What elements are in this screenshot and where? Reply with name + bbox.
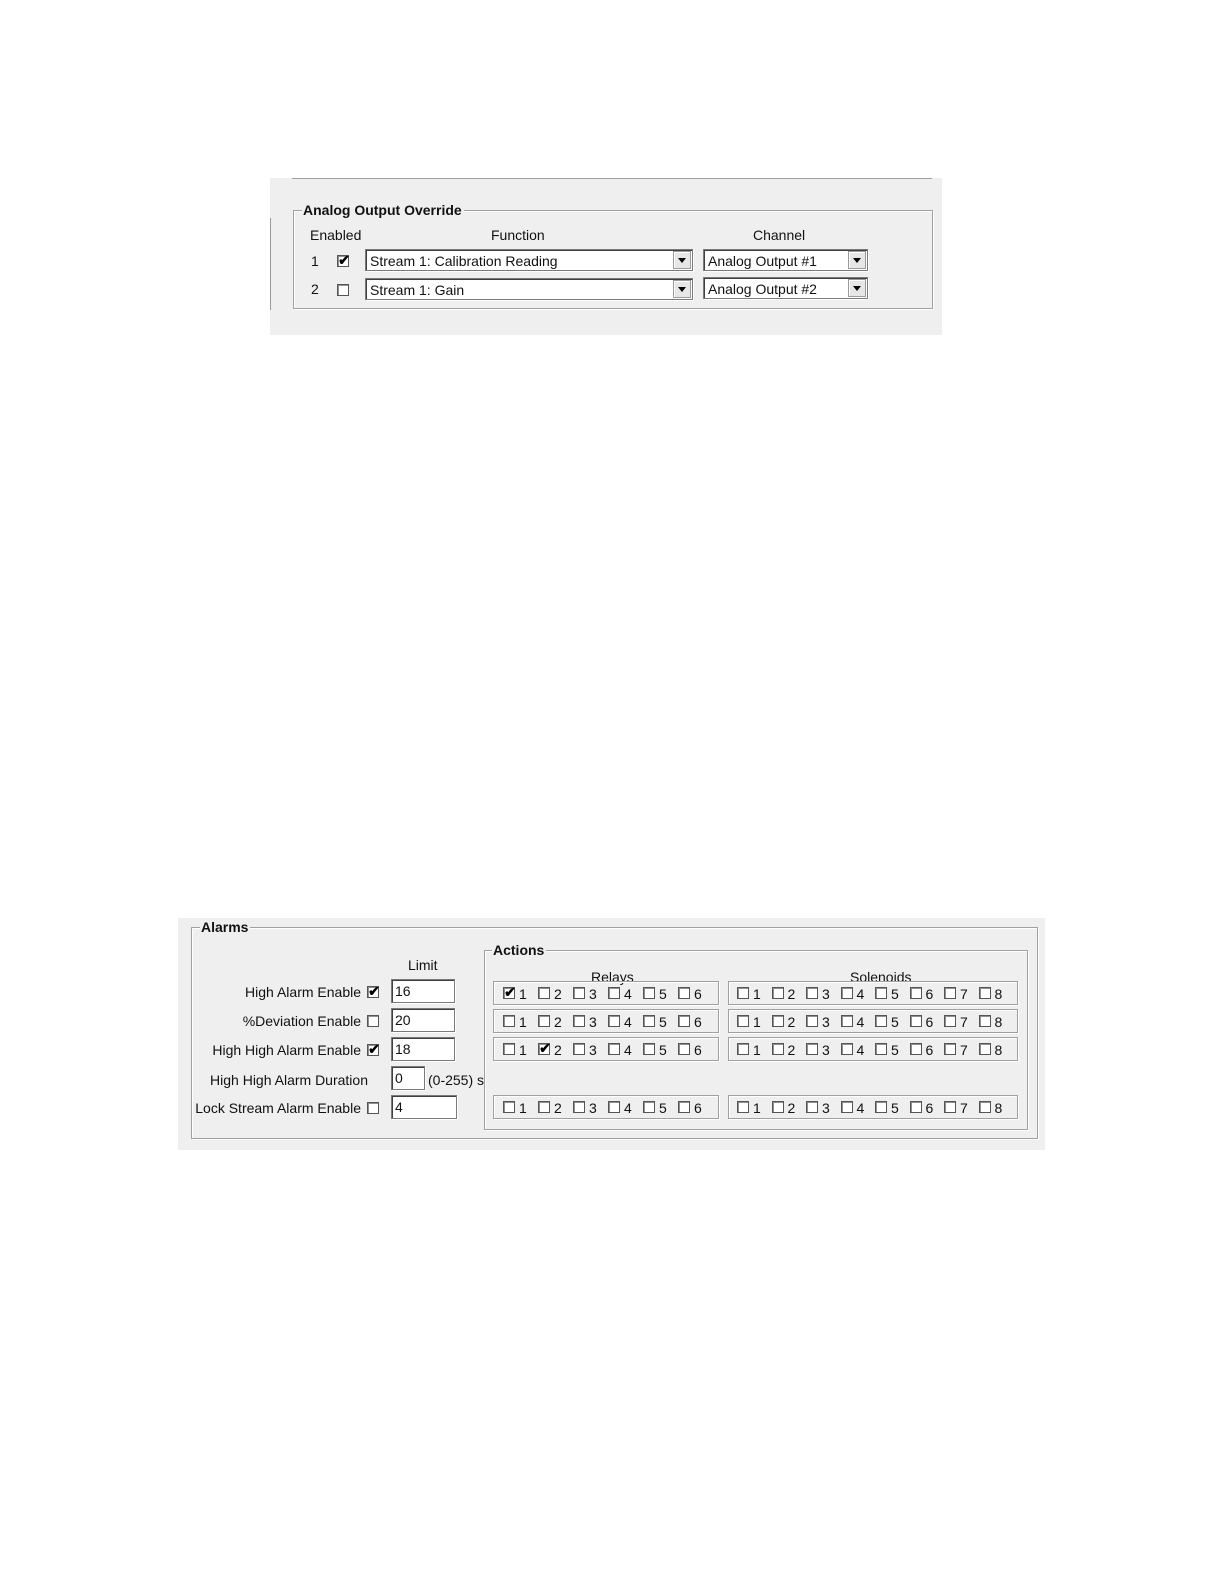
function-select-value: Stream 1: Gain: [370, 282, 465, 298]
relay-checkbox-6[interactable]: [678, 1015, 690, 1027]
limit-value: 4: [395, 1099, 403, 1115]
solenoid-group-row-2: [728, 1009, 1018, 1033]
solenoid-checkbox-5[interactable]: [875, 987, 887, 999]
chevron-down-icon: [678, 287, 686, 292]
alarm-label-deviation: %Deviation Enable: [242, 1013, 361, 1029]
analog-output-override-title: Analog Output Override: [303, 202, 462, 218]
relay-group-row-4: [493, 1095, 719, 1119]
solenoid-number-label: 6: [925, 1014, 934, 1030]
panel-top-divider: [292, 178, 932, 179]
function-select-2[interactable]: [365, 278, 693, 300]
solenoid-checkbox-8[interactable]: [979, 1015, 991, 1027]
solenoid-checkbox-6[interactable]: [910, 1101, 922, 1113]
deviation-limit-input[interactable]: [391, 1008, 455, 1032]
channel-select-2[interactable]: [703, 277, 868, 299]
solenoid-group-row-3: [728, 1037, 1018, 1061]
high-high-duration-input[interactable]: [391, 1066, 425, 1090]
high-alarm-limit-input[interactable]: [391, 979, 455, 1003]
solenoid-number-label: 8: [994, 1100, 1003, 1116]
analog-output-override-panel: [270, 178, 942, 335]
solenoid-number-label: 2: [787, 1014, 796, 1030]
relay-number-label: 5: [659, 986, 667, 1002]
limit-header: Limit: [408, 957, 438, 973]
solenoid-checkbox-7[interactable]: [944, 987, 956, 999]
actions-title: Actions: [493, 942, 545, 958]
solenoid-checkbox-2[interactable]: [772, 1043, 784, 1055]
solenoid-number-label: 1: [753, 1100, 761, 1116]
solenoid-number-label: 5: [891, 1014, 899, 1030]
alarm-label-high: High Alarm Enable: [245, 984, 361, 1000]
relay-checkbox-3[interactable]: [573, 1101, 585, 1113]
analog-output-override-group: [293, 202, 933, 309]
relay-number-label: 6: [694, 1042, 702, 1058]
actions-group: [484, 942, 1028, 1130]
relay-group-row-1: [493, 981, 719, 1005]
solenoid-checkbox-5[interactable]: [875, 1101, 887, 1113]
relay-number-label: 2: [554, 986, 562, 1002]
relay-number-label: 4: [624, 1042, 632, 1058]
solenoid-number-label: 5: [891, 1042, 899, 1058]
alarms-group: [191, 919, 1038, 1139]
solenoid-number-label: 3: [822, 1100, 830, 1116]
relay-number-label: 5: [659, 1100, 667, 1116]
deviation-enable-checkbox[interactable]: [367, 1015, 379, 1027]
solenoid-number-label: 2: [787, 1100, 796, 1116]
high-alarm-enable-checkbox[interactable]: [367, 983, 380, 999]
solenoid-checkbox-2[interactable]: [772, 987, 784, 999]
relay-number-label: 1: [519, 1100, 527, 1116]
solenoid-checkbox-6[interactable]: [910, 987, 922, 999]
solenoid-group-row-4: [728, 1095, 1018, 1119]
solenoid-checkbox-3[interactable]: [806, 1101, 818, 1113]
solenoid-number-label: 3: [822, 1014, 830, 1030]
solenoid-checkbox-1[interactable]: [737, 1101, 749, 1113]
relay-checkbox-6[interactable]: [678, 1043, 690, 1055]
solenoid-checkbox-4[interactable]: [841, 1043, 853, 1055]
relay-number-label: 2: [554, 1042, 562, 1058]
relay-number-label: 1: [519, 1042, 527, 1058]
solenoid-checkbox-6[interactable]: [910, 1043, 922, 1055]
solenoid-checkbox-8[interactable]: [979, 1101, 991, 1113]
relay-number-label: 3: [589, 1014, 597, 1030]
relay-checkbox-5[interactable]: [643, 987, 655, 999]
solenoids-header: Solenoids: [850, 969, 912, 985]
relay-checkbox-2[interactable]: [538, 1040, 551, 1056]
solenoid-checkbox-5[interactable]: [875, 1043, 887, 1055]
relay-number-label: 1: [519, 986, 527, 1002]
solenoid-number-label: 2: [787, 986, 796, 1002]
solenoid-checkbox-2[interactable]: [772, 1015, 784, 1027]
checkmark-icon: ✔: [368, 983, 380, 999]
solenoid-number-label: 4: [856, 1100, 865, 1116]
relay-checkbox-2[interactable]: [538, 1101, 550, 1113]
relay-number-label: 5: [659, 1042, 667, 1058]
high-high-alarm-limit-input[interactable]: [391, 1037, 455, 1061]
channel-select-value: Analog Output #2: [708, 281, 817, 297]
solenoid-checkbox-4[interactable]: [841, 1101, 853, 1113]
duration-range-hint: (0-255) s: [428, 1072, 485, 1088]
relay-number-label: 2: [554, 1100, 562, 1116]
solenoid-number-label: 5: [891, 1100, 899, 1116]
relay-checkbox-2[interactable]: [538, 1015, 550, 1027]
override-enabled-checkbox-2[interactable]: [337, 284, 349, 296]
relay-number-label: 3: [589, 1042, 597, 1058]
solenoid-checkbox-7[interactable]: [944, 1101, 956, 1113]
solenoid-number-label: 4: [856, 1042, 865, 1058]
relay-checkbox-4[interactable]: [608, 1015, 620, 1027]
relay-checkbox-5[interactable]: [643, 1101, 655, 1113]
solenoid-number-label: 6: [925, 1100, 934, 1116]
solenoid-number-label: 6: [925, 986, 934, 1002]
solenoid-checkbox-3[interactable]: [806, 987, 818, 999]
solenoid-number-label: 1: [753, 1042, 761, 1058]
chevron-down-icon: [678, 258, 686, 263]
solenoid-checkbox-8[interactable]: [979, 987, 991, 999]
relay-checkbox-1[interactable]: [503, 984, 516, 1000]
solenoid-checkbox-7[interactable]: [944, 1043, 956, 1055]
relay-checkbox-3[interactable]: [573, 1043, 585, 1055]
relay-checkbox-6[interactable]: [678, 1101, 690, 1113]
solenoid-number-label: 3: [822, 1042, 830, 1058]
solenoid-group-row-1: [728, 981, 1018, 1005]
solenoid-number-label: 1: [753, 986, 761, 1002]
solenoid-checkbox-4[interactable]: [841, 987, 853, 999]
solenoid-number-label: 7: [960, 1042, 968, 1058]
override-enabled-checkbox-1[interactable]: [337, 252, 350, 268]
solenoid-checkbox-4[interactable]: [841, 1015, 853, 1027]
limit-value: 20: [395, 1012, 411, 1028]
alarm-label-high-high-duration: High High Alarm Duration: [210, 1072, 368, 1088]
solenoid-number-label: 6: [925, 1042, 934, 1058]
solenoid-checkbox-7[interactable]: [944, 1015, 956, 1027]
solenoid-number-label: 2: [787, 1042, 796, 1058]
limit-value: 16: [395, 983, 411, 999]
override-row-index: 1: [311, 253, 319, 269]
relay-number-label: 4: [624, 986, 632, 1002]
solenoid-checkbox-5[interactable]: [875, 1015, 887, 1027]
solenoid-checkbox-6[interactable]: [910, 1015, 922, 1027]
relay-number-label: 6: [694, 1100, 702, 1116]
solenoid-number-label: 7: [960, 1014, 968, 1030]
solenoid-checkbox-8[interactable]: [979, 1043, 991, 1055]
limit-value: 18: [395, 1041, 411, 1057]
relay-checkbox-4[interactable]: [608, 987, 620, 999]
solenoid-number-label: 8: [994, 986, 1003, 1002]
channel-header: Channel: [753, 227, 806, 243]
solenoid-number-label: 7: [960, 1100, 968, 1116]
relay-number-label: 6: [694, 986, 702, 1002]
checkmark-icon: ✔: [504, 984, 516, 1000]
dropdown-button[interactable]: [673, 280, 691, 298]
function-select-1[interactable]: [365, 249, 693, 271]
chevron-down-icon: [853, 286, 861, 291]
solenoid-checkbox-1[interactable]: [737, 1015, 749, 1027]
relay-checkbox-5[interactable]: [643, 1043, 655, 1055]
relay-number-label: 2: [554, 1014, 562, 1030]
dropdown-button[interactable]: [673, 251, 691, 269]
relay-checkbox-1[interactable]: [503, 1015, 515, 1027]
limit-value: 0: [395, 1070, 403, 1086]
solenoid-checkbox-1[interactable]: [737, 987, 749, 999]
solenoid-number-label: 7: [960, 986, 968, 1002]
function-select-value: Stream 1: Calibration Reading: [370, 253, 558, 269]
relay-group-row-3: [493, 1037, 719, 1061]
relay-number-label: 3: [589, 986, 597, 1002]
solenoid-number-label: 3: [822, 986, 830, 1002]
dropdown-button[interactable]: [848, 279, 866, 297]
alarms-title: Alarms: [201, 919, 249, 935]
lock-stream-alarm-enable-checkbox[interactable]: [367, 1102, 379, 1114]
panel-left-divider: [270, 218, 271, 310]
solenoid-number-label: 8: [994, 1014, 1003, 1030]
relay-checkbox-6[interactable]: [678, 987, 690, 999]
relays-header: Relays: [591, 969, 634, 985]
solenoid-number-label: 8: [994, 1042, 1003, 1058]
checkmark-icon: ✔: [539, 1040, 551, 1056]
enabled-header: Enabled: [310, 227, 362, 243]
relay-group-row-2: [493, 1009, 719, 1033]
channel-select-1[interactable]: [703, 249, 868, 271]
alarms-panel: [178, 918, 1045, 1150]
solenoid-number-label: 4: [856, 986, 865, 1002]
relay-number-label: 6: [694, 1014, 702, 1030]
relay-checkbox-4[interactable]: [608, 1101, 620, 1113]
relay-checkbox-2[interactable]: [538, 987, 550, 999]
override-row-index: 2: [311, 281, 319, 297]
relay-number-label: 1: [519, 1014, 527, 1030]
channel-select-value: Analog Output #1: [708, 253, 817, 269]
relay-checkbox-3[interactable]: [573, 1015, 585, 1027]
relay-checkbox-4[interactable]: [608, 1043, 620, 1055]
relay-number-label: 4: [624, 1014, 632, 1030]
alarm-label-high-high: High High Alarm Enable: [212, 1042, 361, 1058]
solenoid-checkbox-3[interactable]: [806, 1043, 818, 1055]
solenoid-number-label: 1: [753, 1014, 761, 1030]
relay-number-label: 4: [624, 1100, 632, 1116]
function-header: Function: [491, 227, 545, 243]
relay-checkbox-5[interactable]: [643, 1015, 655, 1027]
relay-number-label: 3: [589, 1100, 597, 1116]
relay-checkbox-1[interactable]: [503, 1101, 515, 1113]
checkmark-icon: ✔: [368, 1041, 380, 1057]
relay-checkbox-3[interactable]: [573, 987, 585, 999]
solenoid-number-label: 4: [856, 1014, 865, 1030]
alarm-label-lock-stream: Lock Stream Alarm Enable: [195, 1100, 361, 1116]
lock-stream-limit-input[interactable]: [391, 1095, 457, 1119]
solenoid-checkbox-1[interactable]: [737, 1043, 749, 1055]
chevron-down-icon: [853, 258, 861, 263]
solenoid-checkbox-3[interactable]: [806, 1015, 818, 1027]
high-high-alarm-enable-checkbox[interactable]: [367, 1041, 380, 1057]
checkmark-icon: ✔: [338, 252, 350, 268]
solenoid-checkbox-2[interactable]: [772, 1101, 784, 1113]
relay-number-label: 5: [659, 1014, 667, 1030]
dropdown-button[interactable]: [848, 251, 866, 269]
relay-checkbox-1[interactable]: [503, 1043, 515, 1055]
solenoid-number-label: 5: [891, 986, 899, 1002]
